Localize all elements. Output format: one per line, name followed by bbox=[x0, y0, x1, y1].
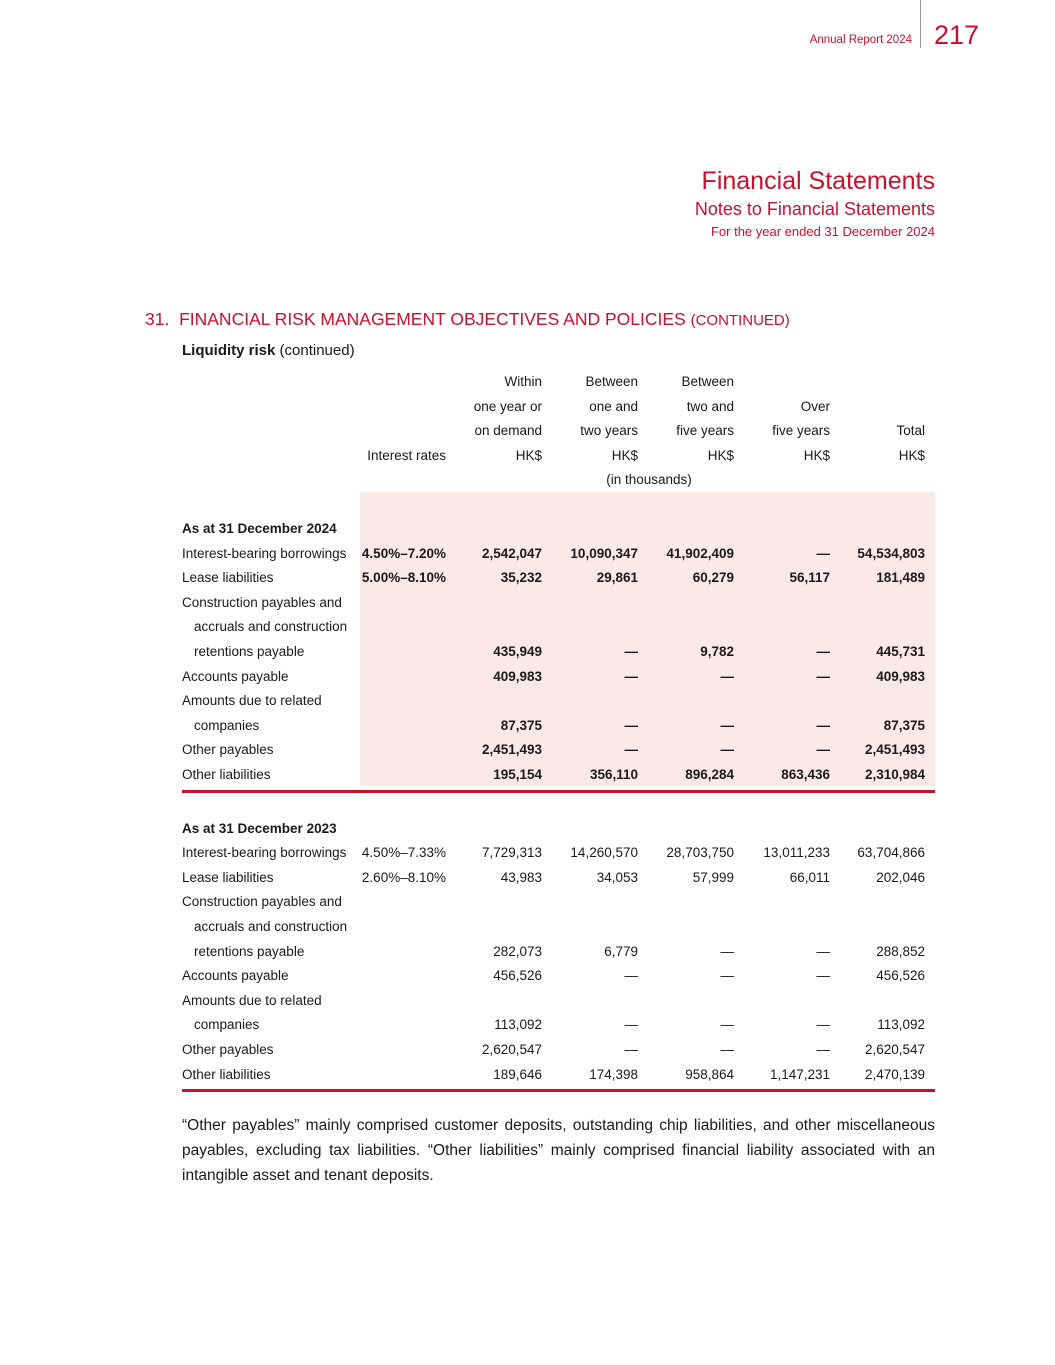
row-label: Accounts payable bbox=[182, 968, 289, 984]
col-header-two-five: five years bbox=[676, 423, 734, 439]
subsection-heading bbox=[182, 342, 355, 359]
col-header-within: Within bbox=[504, 374, 542, 390]
cell-over-five-years: — bbox=[816, 943, 830, 959]
col-header-total: HK$ bbox=[898, 448, 925, 463]
table-row bbox=[182, 866, 935, 890]
col-header-one-two: one and bbox=[589, 398, 638, 414]
col-header-within: one year or bbox=[473, 398, 542, 414]
cell-over-five-years: — bbox=[816, 742, 830, 758]
cell-total: 2,470,139 bbox=[864, 1066, 925, 1082]
cell-over-five-years: 13,011,233 bbox=[763, 845, 830, 861]
table-row-label-line bbox=[182, 615, 935, 639]
col-header-one-two: HK$ bbox=[611, 448, 638, 463]
col-header-over: HK$ bbox=[803, 448, 830, 463]
row-label: Amounts due to related bbox=[182, 992, 322, 1008]
section-title: FINANCIAL RISK MANAGEMENT OBJECTIVES AND POLICIES bbox=[179, 309, 686, 329]
cell-over-five-years: 1,147,231 bbox=[769, 1066, 830, 1082]
cell-one-to-two-years: 10,090,347 bbox=[570, 545, 638, 561]
cell-over-five-years: 56,117 bbox=[789, 570, 830, 586]
row-label: accruals and construction bbox=[194, 919, 348, 934]
cell-total: 409,983 bbox=[876, 668, 925, 684]
table-row-label-line bbox=[182, 591, 935, 615]
cell-within-one-year: 87,375 bbox=[500, 717, 542, 733]
page-subtitle: Notes to Financial Statements bbox=[694, 199, 935, 219]
page-number: 217 bbox=[934, 20, 980, 50]
cell-over-five-years: — bbox=[816, 545, 830, 561]
cell-within-one-year: 282,073 bbox=[493, 943, 542, 959]
col-header-over: five years bbox=[772, 423, 830, 439]
table-row-label-line bbox=[182, 915, 935, 939]
cell-two-to-five-years: 896,284 bbox=[685, 767, 734, 782]
row-label: retentions payable bbox=[194, 644, 305, 659]
col-header-within: HK$ bbox=[515, 448, 542, 463]
cell-total: 456,526 bbox=[876, 968, 925, 984]
row-label: Construction payables and bbox=[182, 594, 342, 610]
table-row bbox=[182, 714, 935, 738]
cell-two-to-five-years: — bbox=[720, 943, 734, 959]
cell-one-to-two-years: — bbox=[624, 968, 638, 984]
table-row bbox=[182, 542, 935, 566]
row-label: accruals and construction bbox=[194, 619, 348, 635]
cell-one-to-two-years: — bbox=[624, 668, 638, 684]
cell-total: 288,852 bbox=[876, 943, 925, 959]
table-row bbox=[182, 1063, 935, 1087]
row-label: Interest-bearing borrowings bbox=[182, 545, 347, 561]
table-row bbox=[182, 1038, 935, 1062]
cell-over-five-years: — bbox=[816, 1042, 830, 1057]
cell-two-to-five-years: — bbox=[720, 1017, 734, 1033]
cell-one-to-two-years: 34,053 bbox=[596, 869, 638, 885]
cell-total: 113,092 bbox=[877, 1017, 925, 1033]
cell-over-five-years: — bbox=[816, 668, 830, 684]
cell-over-five-years: — bbox=[816, 1017, 830, 1033]
cell-one-to-two-years: — bbox=[624, 1042, 638, 1057]
unit-note: (in thousands) bbox=[606, 472, 692, 487]
table-row bbox=[182, 763, 935, 787]
row-label: Other payables bbox=[182, 742, 274, 758]
cell-two-to-five-years: 958,864 bbox=[685, 1066, 734, 1082]
cell-two-to-five-years: 41,902,409 bbox=[666, 545, 734, 561]
report-name: Annual Report 2024 bbox=[809, 34, 912, 46]
cell-one-to-two-years: 29,861 bbox=[596, 570, 638, 586]
table-row bbox=[182, 964, 935, 988]
table-row bbox=[182, 841, 935, 865]
cell-within-one-year: 35,232 bbox=[500, 570, 542, 586]
table-row bbox=[182, 1013, 935, 1037]
section-suffix: (CONTINUED) bbox=[690, 312, 790, 329]
cell-one-to-two-years: 356,110 bbox=[589, 767, 638, 782]
cell-two-to-five-years: — bbox=[720, 742, 734, 758]
row-label: Other liabilities bbox=[182, 1066, 271, 1082]
col-header-two-five: HK$ bbox=[707, 448, 734, 463]
cell-within-one-year: 435,949 bbox=[493, 644, 542, 659]
cell-total: 445,731 bbox=[876, 644, 925, 659]
subsection-title: Liquidity risk bbox=[182, 342, 276, 359]
header-divider bbox=[920, 0, 921, 48]
col-header-one-two: two years bbox=[580, 423, 638, 439]
row-label: companies bbox=[194, 717, 260, 733]
row-label: Interest-bearing borrowings bbox=[182, 845, 347, 861]
cell-total: 202,046 bbox=[876, 869, 925, 885]
section-heading bbox=[145, 309, 790, 330]
cell-one-to-two-years: 6,779 bbox=[604, 943, 638, 959]
cell-total: 87,375 bbox=[883, 717, 925, 733]
cell-interest-rate: 4.50%–7.33% bbox=[361, 845, 446, 861]
cell-two-to-five-years: — bbox=[720, 717, 734, 733]
cell-within-one-year: 456,526 bbox=[493, 968, 542, 984]
cell-within-one-year: 189,646 bbox=[493, 1066, 542, 1082]
cell-two-to-five-years: 28,703,750 bbox=[666, 845, 734, 861]
col-header-two-five: Between bbox=[681, 374, 734, 390]
row-label: Other payables bbox=[182, 1042, 274, 1057]
col-header-two-five: two and bbox=[686, 398, 734, 414]
cell-interest-rate: 4.50%–7.20% bbox=[361, 545, 446, 561]
row-label: Accounts payable bbox=[182, 668, 289, 684]
cell-total: 181,489 bbox=[876, 570, 925, 586]
section-rule bbox=[182, 790, 935, 793]
cell-total: 2,620,547 bbox=[864, 1042, 925, 1057]
row-label: retentions payable bbox=[194, 943, 305, 959]
cell-one-to-two-years: — bbox=[624, 742, 638, 758]
section-rule bbox=[182, 1089, 935, 1092]
table-row bbox=[182, 665, 935, 689]
title-block bbox=[695, 166, 935, 242]
table-row bbox=[182, 566, 935, 590]
cell-over-five-years: — bbox=[816, 968, 830, 984]
cell-one-to-two-years: 174,398 bbox=[589, 1066, 638, 1082]
row-label: Lease liabilities bbox=[182, 570, 274, 586]
cell-total: 2,451,493 bbox=[864, 742, 925, 758]
year-heading-2024 bbox=[182, 517, 935, 541]
cell-two-to-five-years: — bbox=[720, 668, 734, 684]
cell-over-five-years: 863,436 bbox=[781, 767, 830, 782]
cell-interest-rate: 2.60%–8.10% bbox=[361, 869, 446, 885]
cell-one-to-two-years: — bbox=[624, 717, 638, 733]
cell-within-one-year: 2,542,047 bbox=[481, 545, 542, 561]
page-title: Financial Statements bbox=[701, 167, 935, 195]
cell-interest-rate: 5.00%–8.10% bbox=[361, 570, 446, 586]
cell-over-five-years: — bbox=[816, 717, 830, 733]
section-number: 31. bbox=[145, 309, 170, 329]
col-header-over: Over bbox=[800, 398, 830, 414]
col-header-one-two: Between bbox=[585, 374, 638, 390]
subsection-suffix: (continued) bbox=[279, 342, 355, 359]
cell-one-to-two-years: — bbox=[624, 1017, 638, 1033]
cell-over-five-years: — bbox=[816, 644, 830, 659]
cell-two-to-five-years: — bbox=[720, 1042, 734, 1057]
cell-within-one-year: 2,620,547 bbox=[481, 1042, 542, 1057]
page-period: For the year ended 31 December 2024 bbox=[710, 224, 935, 239]
table-row-label-line bbox=[182, 689, 935, 713]
footnote: “Other payables” mainly comprised customer deposits, outstanding chip liabilities, and other miscellaneous payables, excluding tax liabilities. “Other liabilities” mainly comprised financial liability associated with an intangible asset and tenant deposits. bbox=[182, 1117, 935, 1184]
col-header-interest: Interest rates bbox=[367, 448, 446, 463]
cell-within-one-year: 2,451,493 bbox=[481, 742, 542, 758]
cell-within-one-year: 7,729,313 bbox=[481, 845, 542, 861]
cell-one-to-two-years: — bbox=[624, 644, 638, 659]
row-label: companies bbox=[194, 1017, 260, 1033]
cell-within-one-year: 113,092 bbox=[494, 1017, 542, 1033]
cell-two-to-five-years: 60,279 bbox=[692, 570, 734, 586]
cell-total: 54,534,803 bbox=[857, 545, 925, 561]
table-row bbox=[182, 640, 935, 664]
col-header-within: on demand bbox=[474, 423, 542, 439]
cell-two-to-five-years: 57,999 bbox=[692, 869, 734, 885]
col-header-total: Total bbox=[896, 423, 925, 439]
cell-within-one-year: 43,983 bbox=[500, 869, 542, 885]
cell-within-one-year: 409,983 bbox=[493, 668, 542, 684]
row-label: Other liabilities bbox=[182, 767, 271, 782]
table-row-label-line bbox=[182, 989, 935, 1013]
row-label: Lease liabilities bbox=[182, 869, 274, 885]
cell-two-to-five-years: 9,782 bbox=[700, 644, 734, 659]
table-row-label-line bbox=[182, 890, 935, 914]
table-row bbox=[182, 738, 935, 762]
cell-within-one-year: 195,154 bbox=[493, 767, 542, 782]
cell-total: 63,704,866 bbox=[857, 845, 925, 861]
year-heading: As at 31 December 2023 bbox=[182, 820, 337, 836]
cell-total: 2,310,984 bbox=[864, 767, 925, 782]
table-row bbox=[182, 940, 935, 964]
row-label: Amounts due to related bbox=[182, 693, 322, 709]
cell-over-five-years: 66,011 bbox=[789, 869, 830, 885]
year-heading: As at 31 December 2024 bbox=[182, 521, 337, 536]
year-heading-2023 bbox=[182, 817, 935, 841]
row-label: Construction payables and bbox=[182, 894, 342, 910]
cell-two-to-five-years: — bbox=[720, 968, 734, 984]
cell-one-to-two-years: 14,260,570 bbox=[570, 845, 638, 861]
